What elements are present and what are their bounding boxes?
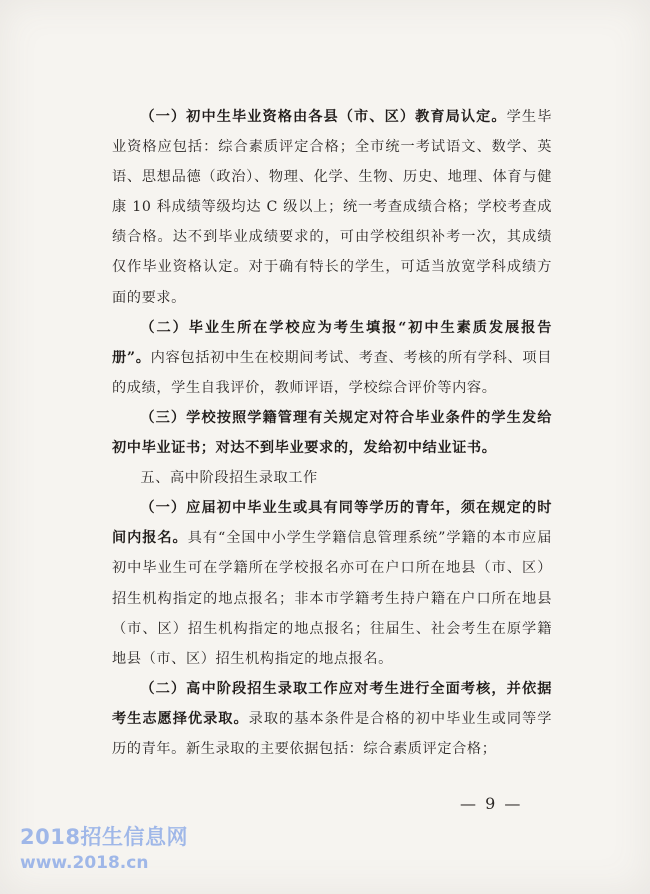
paragraph-registration [112, 493, 552, 674]
section-heading-text: 五、高中阶段招生录取工作 [140, 470, 318, 487]
paragraph-lead: （三）学校按照学籍管理有关规定对符合毕业条件的学生发给初中毕业证书；对达不到毕业要求的，发给初中结业证书。 [112, 409, 552, 457]
site-watermark [20, 824, 188, 874]
paragraph-lead: （二）毕业生所在学校应为考生填报“初中生素质发展报告册”。 [112, 319, 552, 366]
section-heading [112, 463, 552, 493]
paragraph-text: 内容包括初中生在校期间考试、考查、考核的所有学科、项目的成绩，学生自我评价，教师评语，学校综合评价等内容。 [112, 349, 553, 396]
page-number: — 9 — [460, 794, 523, 813]
watermark-url: www.2018.cn [20, 853, 149, 873]
paragraph-lead: （一）初中生毕业资格由各县（市、区）教育局认定。 [140, 109, 507, 125]
paragraph-text: 学生毕业资格应包括：综合素质评定合格；全市统一考试语文、数学、英语、思想品德（政治）、物理、化学、生物、历史、地理、体育与健康 10 科成绩等级均达 C 级以上；统一考查成绩合格；学校考查成绩合格。达不到毕业成绩要求的，可由学校组织补考一次，其成绩仅作毕业资格认定。对于确有特长的学生，可适当放宽学科成绩方面的要求。 [112, 109, 552, 306]
paragraph-graduation-qualification [112, 102, 552, 313]
paragraph-text: 录取的基本条件是合格的初中毕业生或同等学历的青年。新生录取的主要依据包括：综合素质评定合格； [112, 710, 552, 757]
paragraph-certificates [112, 403, 552, 463]
paragraph-report-book [112, 313, 552, 403]
document-body [112, 102, 552, 764]
paragraph-text: 具有“全国中小学生学籍信息管理系统”学籍的本市应届初中毕业生可在学籍所在学校报名亦可在户口所在地县（市、区）招生机构指定的地点报名；非本市学籍考生持户籍在户口所在地县（市、区）招生机构指定的地点报名；往届生、社会考生在原学籍地县（市、区）招生机构指定的地点报名。 [112, 530, 552, 667]
paragraph-lead: （一）应届初中毕业生或具有同等学历的青年，须在规定的时间内报名。 [112, 500, 552, 547]
paragraph-lead: （二）高中阶段招生录取工作应对考生进行全面考核，并依据考生志愿择优录取。 [112, 680, 552, 727]
paragraph-admission [112, 674, 552, 764]
watermark-title: 2018招生信息网 [20, 825, 188, 849]
